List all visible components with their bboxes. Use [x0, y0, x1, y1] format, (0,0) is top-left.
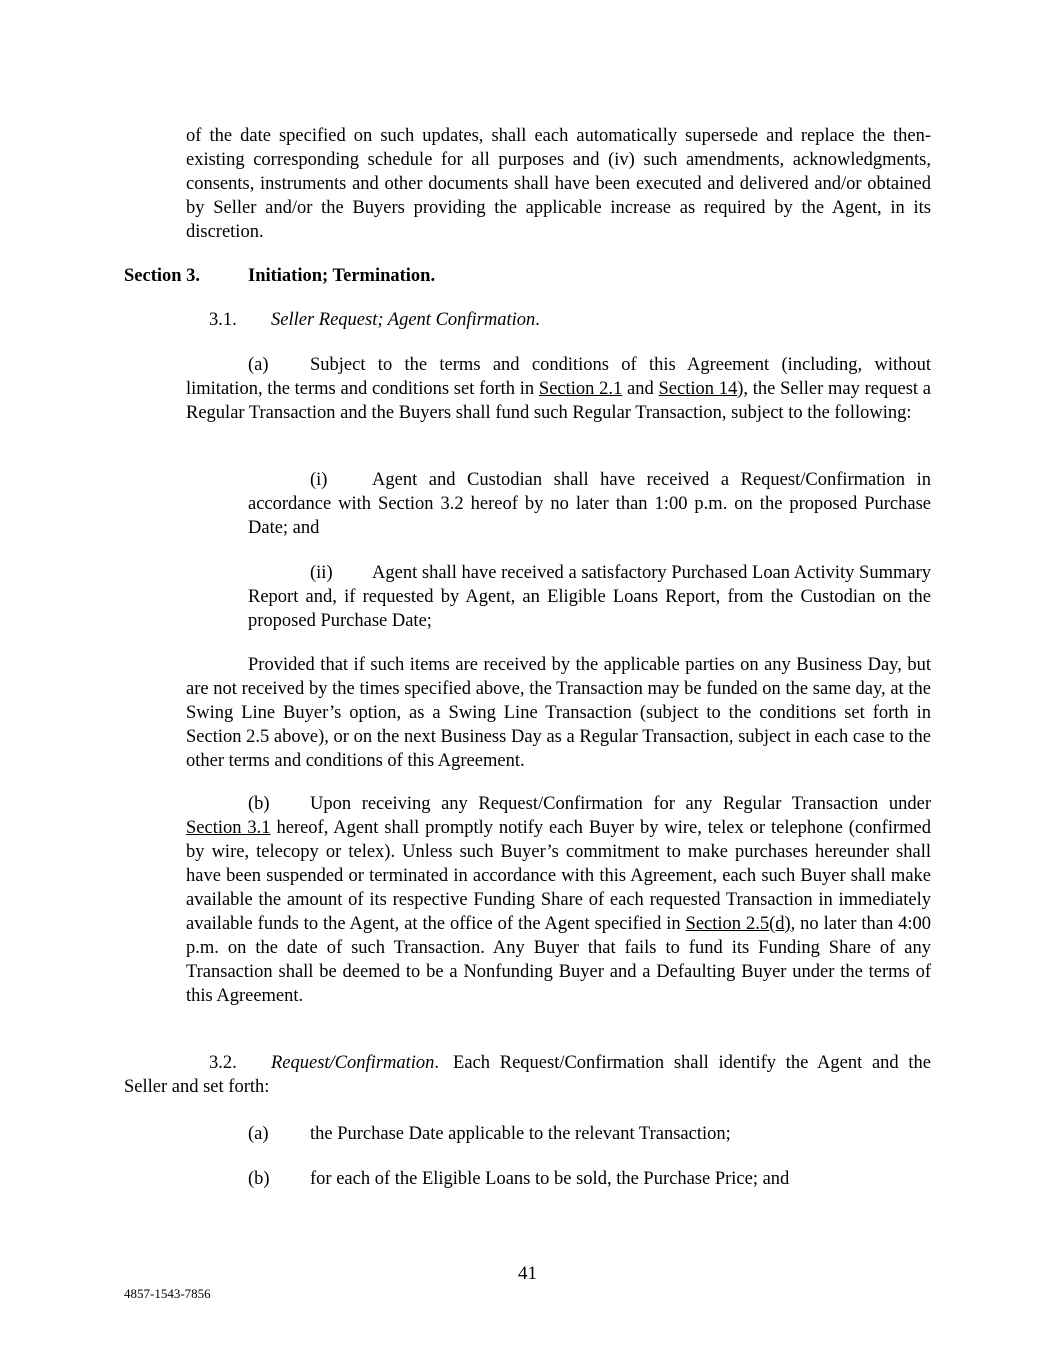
page-number: 41: [518, 1263, 537, 1284]
paragraph-a: (a) Subject to the terms and conditions of this Agreement (including, without limitation, the terms and conditions set forth in Section 2.1 and Section 14), the Seller may request a Regular Transaction and the Buyers shall fund such Regular Transaction, subject to the following:: [186, 355, 931, 423]
subsection-number: 3.2.: [209, 1053, 237, 1073]
paragraph-label: (b): [248, 794, 270, 814]
section-reference: Section 2.5(d): [685, 914, 791, 934]
item-label: (b): [248, 1169, 270, 1189]
proviso-paragraph: Provided that if such items are received by the applicable parties on any Business Day, but are not received by the times specified above, the Transaction may be funded on the same day, at the Swing Line Buyer’s option, as a Swing Line Transaction (subject to the conditions set forth in Section 2.5 above), or on the next Business Day as a Regular Transaction, subject in each case to the other terms and conditions of this Agreement.: [186, 655, 931, 771]
section-reference: Section 2.1: [538, 379, 623, 399]
item-text: for each of the Eligible Loans to be sold, the Purchase Price; and: [310, 1169, 790, 1189]
item-label: (ii): [310, 563, 333, 583]
subsection-3-2-paragraph: 3.2. Request/Confirmation. Each Request/Confirmation shall identify the Agent and the Seller and set forth:: [124, 1053, 931, 1097]
paragraph-b: (b) Upon receiving any Request/Confirmation for any Regular Transaction under Section 3.1 hereof, Agent shall promptly notify each Buyer by wire, telex or telephone (confirmed by wire, telecopy or telex). Unless such Buyer’s commitment to make purchases hereunder shall have been suspended or terminated in accordance with this Agreement, each such Buyer shall make available the amount of its respective Funding Share of each requested Transaction in immediately available funds to the Agent, at the office of the Agent specified in Section 2.5(d), no later than 4:00 p.m. on the date of such Transaction. Any Buyer that fails to fund its Funding Share of any Transaction shall be deemed to be a Nonfunding Buyer and a Defaulting Buyer under the terms of this Agreement.: [186, 794, 931, 1006]
list-item: [248, 1122, 731, 1146]
section-reference: Section 3.1: [186, 818, 271, 838]
section-title: Initiation; Termination.: [248, 266, 436, 286]
section-number: Section 3.: [124, 266, 201, 286]
continued-paragraph: of the date specified on such updates, shall each automatically supersede and replace the then-existing corresponding schedule for all purposes and (iv) such amendments, acknowledgments, consents, instruments and other documents shall have been executed and delivered and/or obtained by Seller and/or the Buyers providing the applicable increase as required by the Agent, in its discretion.: [186, 126, 931, 242]
section-heading: [124, 264, 436, 288]
item-i: (i) Agent and Custodian shall have received a Request/Confirmation in accordance with Section 3.2 hereof by no later than 1:00 p.m. on the proposed Purchase Date; and: [248, 470, 931, 538]
subsection-title: Request/Confirmation: [271, 1053, 435, 1073]
section-reference: Section 14: [658, 379, 738, 399]
subsection-number: 3.1.: [209, 310, 237, 330]
item-label: (a): [248, 1124, 269, 1144]
paragraph-label: (a): [248, 355, 269, 375]
subsection-3-1-heading: 3.1. Seller Request; Agent Confirmation.: [209, 310, 540, 330]
subsection-title: Seller Request; Agent Confirmation: [271, 310, 536, 330]
list-item: [248, 1167, 790, 1191]
item-label: (i): [310, 470, 328, 490]
document-id: 4857-1543-7856: [124, 1286, 211, 1301]
item-ii: (ii) Agent shall have received a satisfactory Purchased Loan Activity Summary Report and, if requested by Agent, an Eligible Loans Report, from the Custodian on the proposed Purchase Date;: [248, 563, 931, 631]
item-text: the Purchase Date applicable to the relevant Transaction;: [310, 1124, 731, 1144]
